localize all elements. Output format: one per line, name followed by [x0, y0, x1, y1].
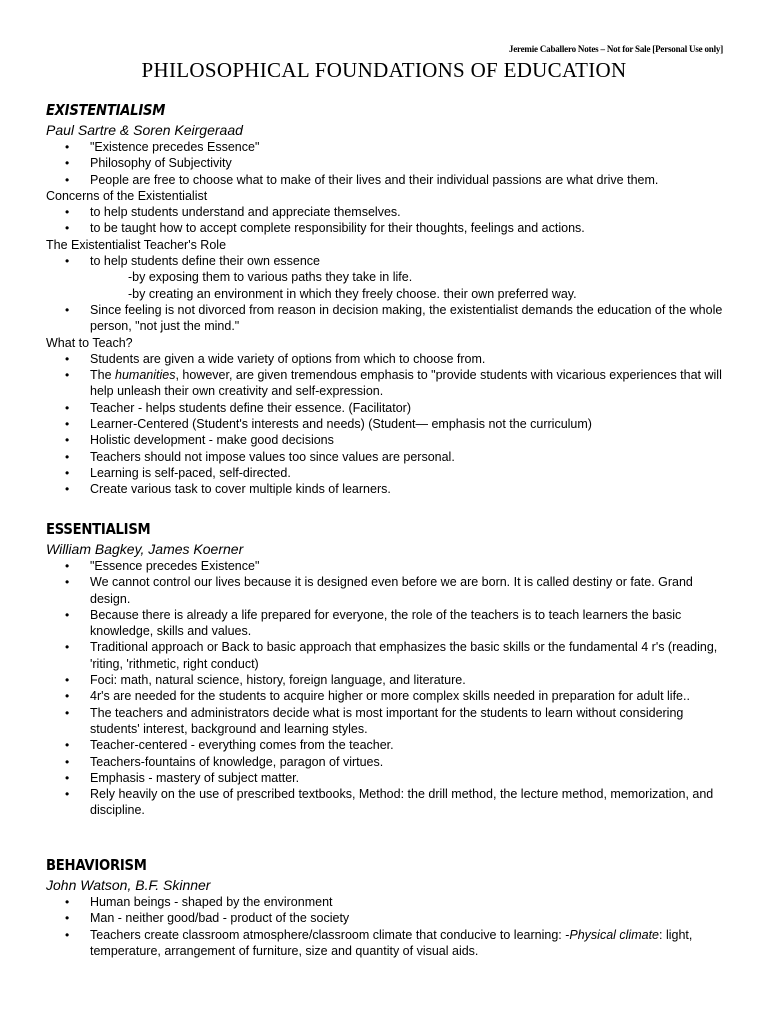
list-item: • Man - neither good/bad - product of the society [46, 910, 736, 926]
list-item: • Learning is self-paced, self-directed. [46, 465, 736, 481]
emphasis-text: Physical climate [569, 927, 660, 942]
teacher-role-list-continued [46, 302, 736, 335]
sub-item: -by creating an environment in which they freely choose. their own preferred way. [128, 286, 577, 301]
list-item: • Traditional approach or Back to basic approach that emphasizes the basic skills or the fundamental 4 r's (reading, 'riting, 'rithmetic, right conduct) [46, 639, 736, 672]
essentialism-authors: William Bagkey, James Koerner [46, 541, 244, 557]
list-item: • We cannot control our lives because it is designed even before we are born. It is called destiny or fate. Grand design. [46, 574, 736, 607]
list-item: • Teachers-fountains of knowledge, paragon of virtues. [46, 754, 736, 770]
list-item: • The teachers and administrators decide what is most important for the students to learn without considering students' interest, background and learning styles. [46, 705, 736, 738]
teacher-role-label: The Existentialist Teacher's Role [46, 237, 227, 252]
list-item [46, 367, 736, 400]
existentialism-authors: Paul Sartre & Soren Keirgeraad [46, 122, 243, 138]
teacher-role-list [46, 253, 736, 269]
behaviorism-authors: John Watson, B.F. Skinner [46, 877, 211, 893]
text-run: : light, temperature, arrangement of furniture, size and quantity of visual aids. [90, 927, 693, 958]
page-title: PHILOSOPHICAL FOUNDATIONS OF EDUCATION [141, 58, 627, 82]
list-item: • Learner-Centered (Student's interests and needs) (Student— emphasis not the curriculum) [46, 416, 736, 432]
list-item: • Philosophy of Subjectivity [46, 155, 736, 171]
behaviorism-list [46, 894, 736, 959]
existentialism-key-ideas [46, 139, 736, 188]
what-to-teach-list [46, 351, 736, 498]
list-item: • Human beings - shaped by the environment [46, 894, 736, 910]
emphasis-text: humanities [115, 368, 176, 383]
list-item: • to help students define their own essence [46, 253, 736, 269]
concerns-label: Concerns of the Existentialist [46, 188, 208, 203]
what-to-teach-label: What to Teach? [46, 335, 133, 350]
list-item: • "Existence precedes Essence" [46, 139, 736, 155]
text-run: The [90, 368, 116, 383]
essentialism-heading: ESSENTIALISM [46, 520, 151, 538]
list-item: • Holistic development - make good decisions [46, 432, 736, 448]
list-item: • Foci: math, natural science, history, foreign language, and literature. [46, 672, 736, 688]
list-item: • Teachers should not impose values too since values are personal. [46, 449, 736, 465]
list-item: • to be taught how to accept complete responsibility for their thoughts, feelings and actions. [46, 220, 736, 236]
list-item: • Rely heavily on the use of prescribed textbooks, Method: the drill method, the lecture method, memorization, and discipline. [46, 786, 736, 819]
list-item: • Teacher-centered - everything comes from the teacher. [46, 737, 736, 753]
list-item: • Since feeling is not divorced from reason in decision making, the existentialist demands the education of the whole person, "not just the mind." [46, 302, 736, 335]
list-item: • Teacher - helps students define their essence. (Facilitator) [46, 400, 736, 416]
text-run: , however, are given tremendous emphasis to "provide students with vicarious experiences that will help unleash their own creativity and self-expression. [90, 368, 722, 399]
list-item: • Students are given a wide variety of options from which to choose from. [46, 351, 736, 367]
sub-item: -by exposing them to various paths they take in life. [128, 270, 413, 285]
list-item: • 4r's are needed for the students to acquire higher or more complex skills needed in preparation for adult life.. [46, 688, 736, 704]
list-item: • Emphasis - mastery of subject matter. [46, 770, 736, 786]
list-item: • People are free to choose what to make of their lives and their individual passions are what drive them. [46, 172, 736, 188]
existentialism-heading: EXISTENTIALISM [46, 101, 166, 119]
essentialism-section [46, 519, 736, 819]
essentialism-list [46, 558, 736, 819]
list-item: • to help students understand and appreciate themselves. [46, 204, 736, 220]
behaviorism-section [46, 855, 736, 959]
list-item: • "Essence precedes Existence" [46, 558, 736, 574]
list-item: • Create various task to cover multiple kinds of learners. [46, 481, 736, 497]
list-item: • Because there is already a life prepared for everyone, the role of the teachers is to teach learners the basic knowledge, skills and values. [46, 607, 736, 640]
text-run: Teachers create classroom atmosphere/classroom climate that conducive to learning: - [90, 927, 570, 942]
behaviorism-heading: BEHAVIORISM [46, 856, 147, 874]
list-item [46, 927, 736, 960]
copyright-notice: Jeremie Caballero Notes – Not for Sale [Personal Use only] [508, 44, 723, 54]
existentialism-section [46, 100, 736, 498]
concerns-list [46, 204, 736, 237]
